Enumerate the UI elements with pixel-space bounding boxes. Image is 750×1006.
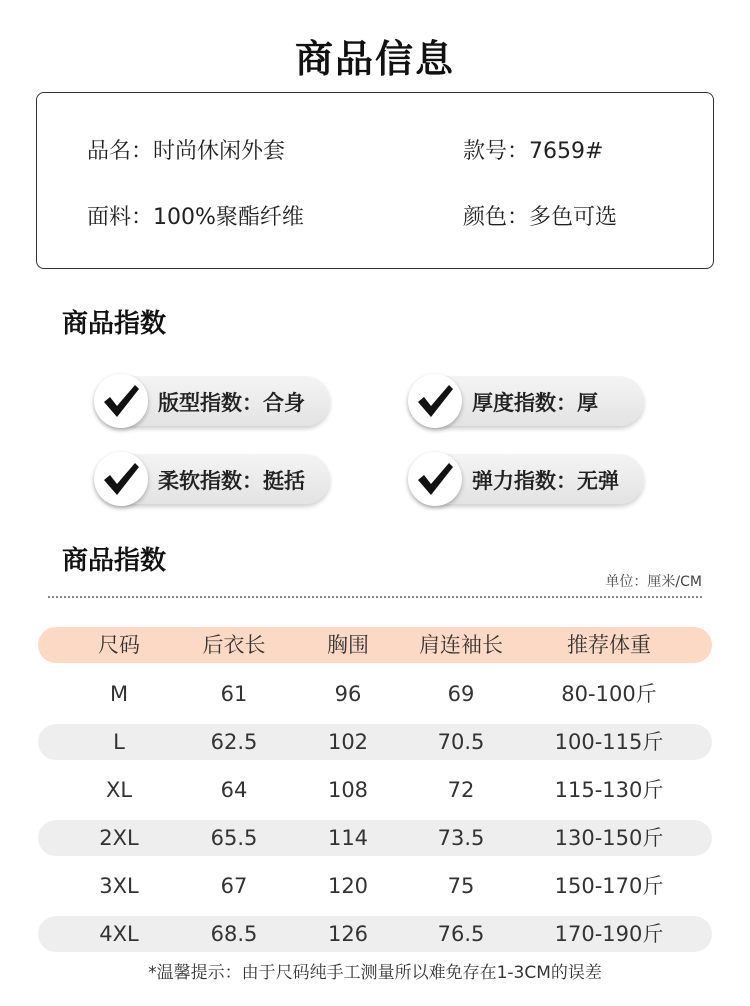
index-section-title: 商品指数 — [62, 309, 167, 339]
table-cell: 100-115斤 — [554, 730, 664, 754]
table-cell: L — [113, 730, 125, 754]
unit-note: 单位：厘米/CM — [605, 574, 702, 590]
table-cell: M — [109, 682, 129, 706]
table-cell: 68.5 — [210, 922, 258, 946]
table-cell: 4XL — [99, 922, 139, 946]
table-cell: 62.5 — [210, 730, 258, 754]
table-row — [38, 868, 712, 904]
table-cell: 170-190斤 — [554, 922, 664, 946]
table-cell: 76.5 — [437, 922, 485, 946]
table-row — [38, 772, 712, 808]
table-cell: 126 — [327, 922, 369, 946]
table-cell: 75 — [447, 874, 475, 898]
table-header — [38, 627, 712, 663]
check-icon — [94, 452, 148, 506]
divider — [48, 596, 702, 598]
header-cell: 肩连袖长 — [419, 633, 503, 657]
index-label: 版型指数：合身 — [158, 391, 305, 415]
color-options: 颜色：多色可选 — [463, 205, 618, 230]
table-cell: 70.5 — [437, 730, 485, 754]
size-section-title: 商品指数 — [62, 546, 167, 576]
index-pill-fit — [96, 376, 330, 426]
table-cell: 2XL — [99, 826, 139, 850]
product-info-box — [36, 92, 714, 269]
index-pill-thickness — [410, 376, 644, 426]
index-label: 弹力指数：无弹 — [472, 469, 619, 493]
index-label: 柔软指数：挺括 — [158, 469, 305, 493]
table-cell: 69 — [447, 682, 475, 706]
table-cell: 61 — [220, 682, 248, 706]
table-cell: XL — [105, 778, 133, 802]
index-pill-elasticity — [410, 454, 644, 504]
style-number: 款号：7659# — [463, 139, 604, 164]
index-pill-softness — [96, 454, 330, 504]
header-cell: 胸围 — [327, 633, 369, 657]
table-cell: 120 — [327, 874, 369, 898]
header-cell: 尺码 — [98, 633, 140, 657]
table-cell: 72 — [447, 778, 475, 802]
check-icon — [408, 452, 462, 506]
table-cell: 114 — [327, 826, 369, 850]
table-row — [38, 916, 712, 952]
table-cell: 65.5 — [210, 826, 258, 850]
table-cell: 115-130斤 — [554, 778, 664, 802]
header-cell: 推荐体重 — [567, 633, 651, 657]
table-row — [38, 724, 712, 760]
measurement-disclaimer: *温馨提示：由于尺码纯手工测量所以难免存在1-3CM的误差 — [148, 963, 602, 983]
table-cell: 102 — [327, 730, 369, 754]
page-title: 商品信息 — [294, 37, 455, 81]
check-icon — [408, 374, 462, 428]
table-cell: 3XL — [99, 874, 139, 898]
table-cell: 73.5 — [437, 826, 485, 850]
table-row — [38, 676, 712, 712]
table-row — [38, 820, 712, 856]
header-cell: 后衣长 — [202, 633, 266, 657]
index-label: 厚度指数：厚 — [472, 391, 598, 415]
table-cell: 108 — [327, 778, 369, 802]
table-cell: 80-100斤 — [561, 682, 657, 706]
check-icon — [94, 374, 148, 428]
fabric: 面料：100%聚酯纤维 — [87, 205, 304, 230]
table-cell: 150-170斤 — [554, 874, 664, 898]
table-cell: 96 — [334, 682, 362, 706]
table-cell: 130-150斤 — [554, 826, 664, 850]
table-cell: 67 — [220, 874, 248, 898]
product-name: 品名：时尚休闲外套 — [87, 139, 286, 164]
table-cell: 64 — [220, 778, 248, 802]
